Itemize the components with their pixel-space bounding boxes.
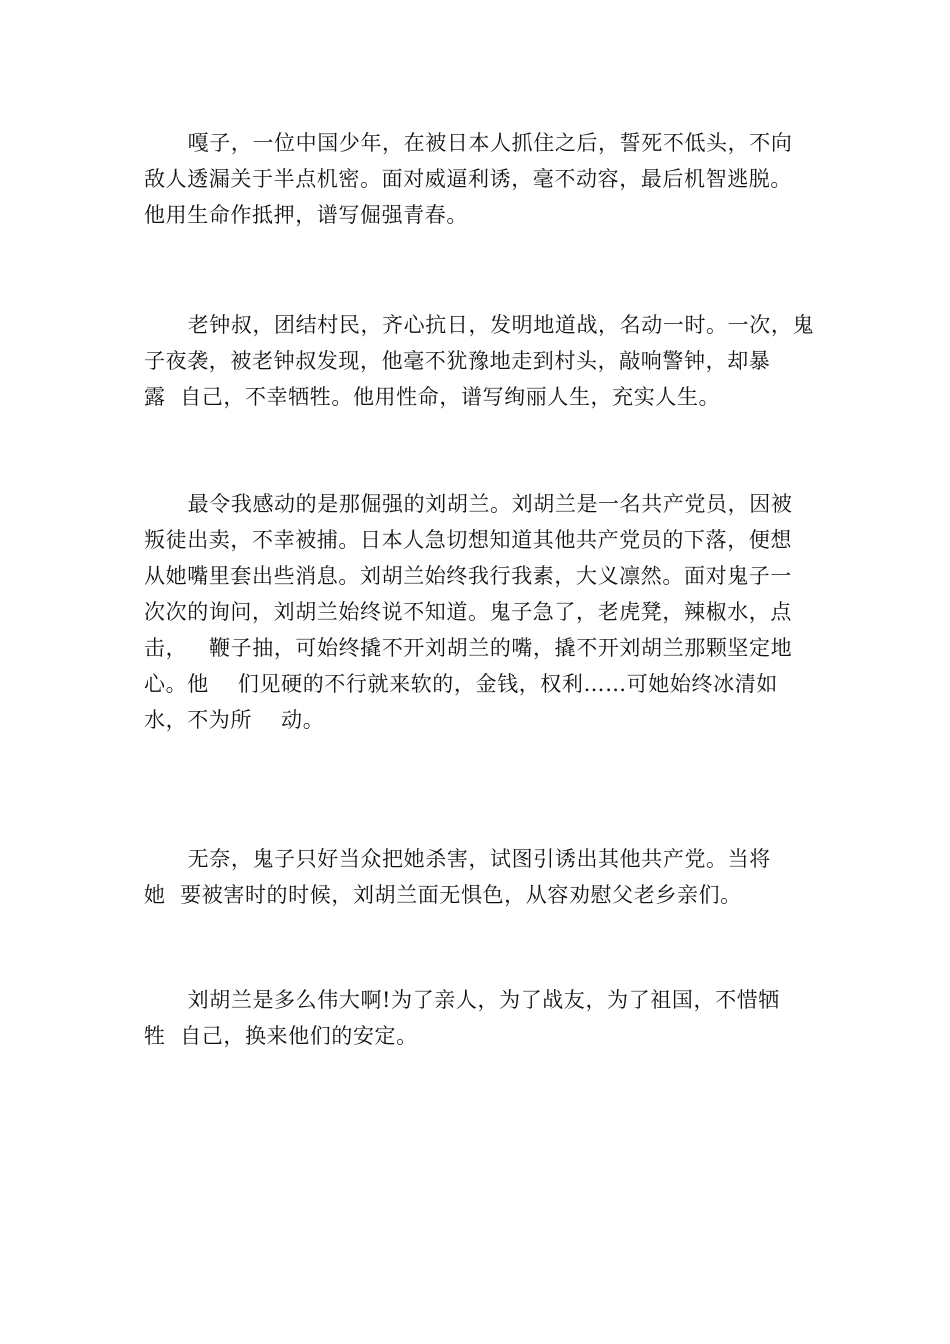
text-line: 嘎子，一位中国少年，在被日本人抓住之后，誓死不低头，不向	[144, 131, 793, 155]
text-line: 叛徒出卖，不幸被捕。日本人急切想知道其他共产党员的下落，便想	[144, 528, 792, 552]
text-line: 心。他 们见硬的不行就来软的，金钱，权利……可她始终冰清如	[144, 672, 778, 696]
text-line: 敌人透漏关于半点机密。面对威逼利诱，毫不动容，最后机智逃脱。	[144, 167, 792, 191]
text-line: 从她嘴里套出些消息。刘胡兰始终我行我素，大义凛然。面对鬼子一	[144, 564, 792, 588]
text-line: 刘胡兰是多么伟大啊!为了亲人，为了战友，为了祖国，不惜牺	[144, 988, 780, 1012]
paragraph-liuhulan	[144, 486, 824, 738]
paragraph-wunai	[144, 841, 824, 913]
text-line: 次次的询问，刘胡兰始终说不知道。鬼子急了，老虎凳，辣椒水，点	[144, 600, 792, 624]
text-line: 击， 鞭子抽，可始终撬不开刘胡兰的嘴，撬不开刘胡兰那颗坚定地	[144, 636, 793, 660]
paragraph-conclusion	[144, 982, 824, 1054]
text-line: 牲 自己，换来他们的安定。	[144, 1024, 418, 1048]
text-line: 最令我感动的是那倔强的刘胡兰。刘胡兰是一名共产党员，因被	[144, 492, 793, 516]
text-line: 老钟叔，团结村民，齐心抗日，发明地道战，名动一时。一次，鬼	[144, 313, 815, 337]
text-line: 她 要被害时的时候，刘胡兰面无惧色，从容劝慰父老乡亲们。	[144, 883, 742, 907]
text-line: 子夜袭，被老钟叔发现，他毫不犹豫地走到村头，敲响警钟，却暴	[144, 349, 771, 373]
text-line: 他用生命作抵押，谱写倔强青春。	[144, 203, 468, 227]
paragraph-gazi	[144, 125, 824, 233]
text-line: 无奈，鬼子只好当众把她杀害，试图引诱出其他共产党。当将	[144, 847, 771, 871]
paragraph-laozhongshu	[144, 307, 824, 415]
text-line: 水，不为所 动。	[144, 708, 325, 732]
text-line: 露 自己，不幸牺牲。他用性命，谱写绚丽人生，充实人生。	[144, 385, 721, 409]
